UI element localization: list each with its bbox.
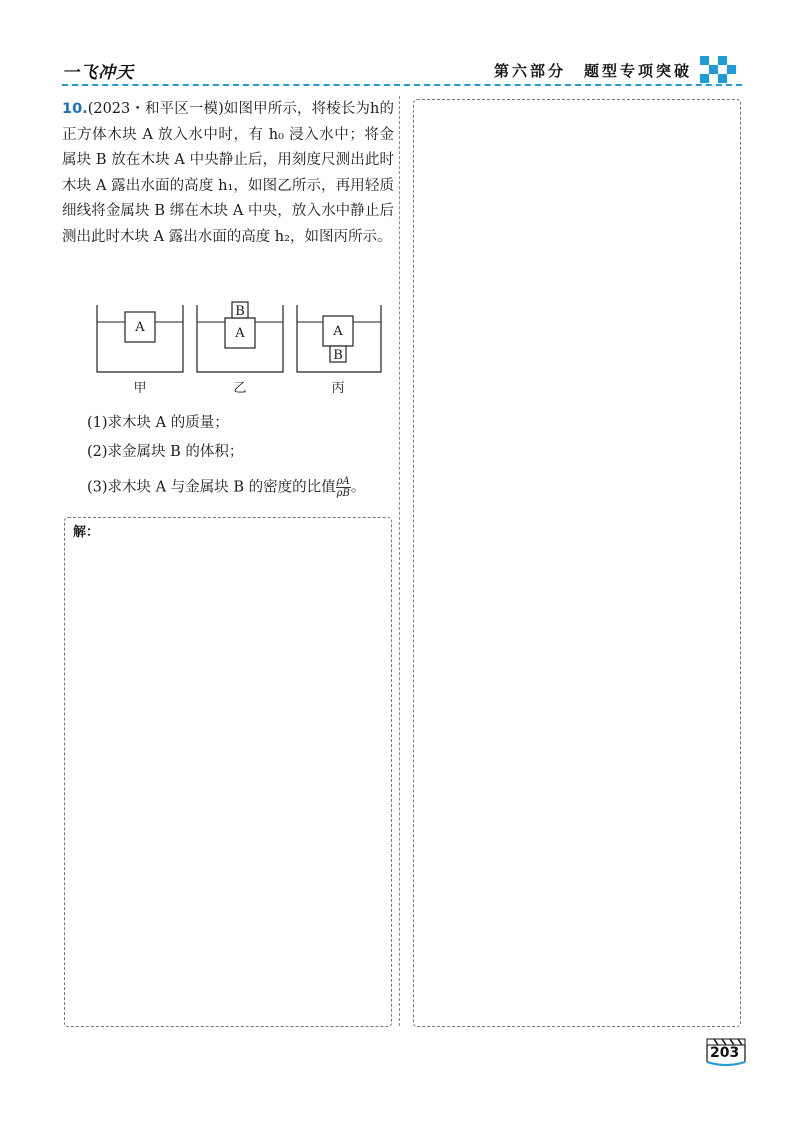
right-answer-box[interactable]: [413, 99, 741, 1027]
answer-label: 解：: [73, 525, 100, 540]
header-divider: [62, 84, 742, 86]
checker-decoration-icon: [700, 56, 740, 86]
section-title: 第六部分 题型专项突破: [493, 62, 692, 80]
question-3: [87, 476, 365, 499]
column-divider: [399, 96, 400, 1026]
page-number-badge: [706, 1038, 748, 1066]
block-a-label: A: [135, 320, 145, 335]
page-number: 203: [710, 1045, 740, 1061]
problem-number: 10.: [62, 101, 88, 117]
block-a-label: A: [333, 324, 343, 339]
diagrams-svg: [95, 300, 385, 400]
diagram-jia: [97, 305, 183, 396]
block-a-label: A: [235, 326, 245, 341]
brand-text: 一飞冲天: [62, 63, 134, 83]
diagram-bing: [297, 305, 381, 396]
block-b-label: B: [235, 304, 245, 319]
block-b-label: B: [333, 348, 343, 363]
experiment-diagrams: [95, 300, 385, 400]
question-3-text: (3)求木块 A 与金属块 B 的密度的比值: [87, 479, 336, 496]
problem-source: (2023・和平区一模): [87, 101, 224, 117]
fraction-numerator: ρA: [336, 476, 350, 487]
question-2: (2)求金属块 B 的体积；: [87, 444, 244, 460]
diagram-yi: [197, 302, 283, 396]
brand-logo: [62, 58, 134, 83]
diagram-label-yi: 乙: [233, 381, 247, 396]
question-1: (1)求木块 A 的质量；: [87, 415, 229, 431]
question-3-end: 。: [350, 479, 366, 496]
diagram-label-jia: 甲: [133, 381, 147, 396]
density-ratio-fraction: [336, 476, 351, 499]
answer-box[interactable]: [64, 517, 392, 1027]
problem-text: [62, 97, 394, 250]
diagram-label-bing: 丙: [331, 381, 345, 396]
fraction-denominator: ρB: [336, 488, 350, 499]
problem-stem: 如图甲所示，将棱长为h的正方体木块 A 放入水中时，有 h₀ 浸入水中；将金属块 B 放在木块 A 中央静止后，用刻度尺测出此时木块 A 露出水面的高度 h₁，如图乙所示，再用轻质细线将金属块 B 绑在木块 A 中央，放入水中静止后测出此时木块 A 露出水面的高度 h₂，如图丙所示。: [62, 101, 394, 245]
